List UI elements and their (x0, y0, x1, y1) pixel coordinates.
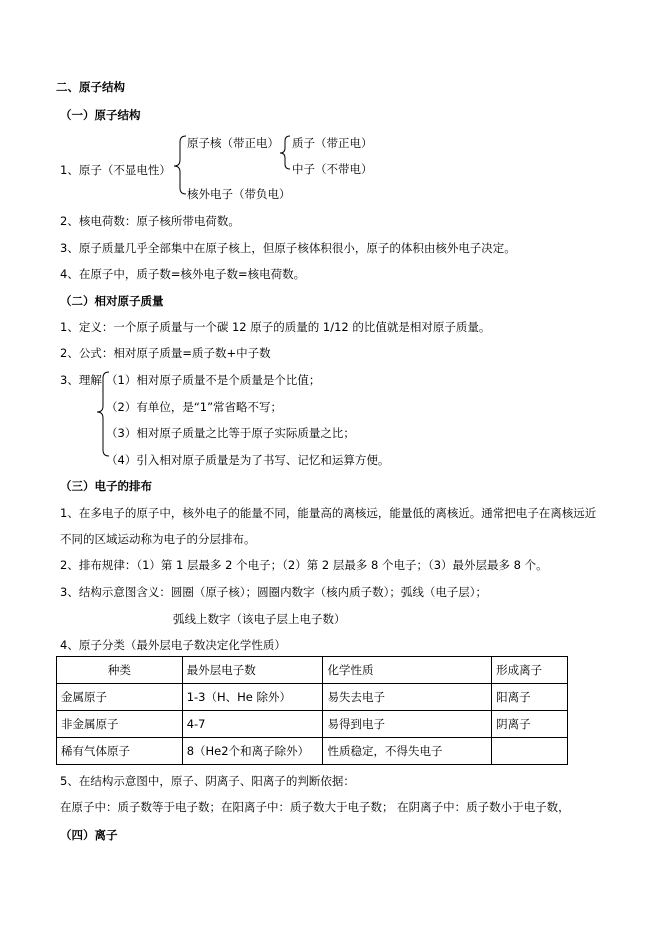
section-title: 二、原子结构 (56, 80, 125, 94)
table-header: 形成离子 (492, 657, 568, 684)
table-row (57, 684, 568, 711)
s3-item-5: 5、在结构示意图中，原子、阴离子、阳离子的判断依据： (60, 774, 355, 788)
s2-point-2: （2）有单位，是“1”常省略不写； (106, 400, 283, 414)
heading-atomic-structure: （一）原子结构 (60, 108, 141, 122)
heading-ions: （四）离子 (60, 828, 118, 842)
heading-electron-arrangement: （三）电子的排布 (60, 479, 152, 493)
table-cell: 1-3（H、He 除外） (182, 684, 323, 711)
table-cell: 8（He2个和离子除外） (182, 738, 323, 765)
heading-relative-atomic-mass: （二）相对原子质量 (60, 294, 164, 308)
table-header: 最外层电子数 (182, 657, 323, 684)
s2-point-4: （4）引入相对原子质量是为了书写、记忆和运算方便。 (106, 453, 390, 467)
s1-item-4: 4、在原子中，质子数=核外电子数=核电荷数。 (60, 267, 306, 281)
table-cell: 易失去电子 (323, 684, 492, 711)
table-cell: 性质稳定，不得失电子 (323, 738, 492, 765)
s3-item-5-detail: 在原子中：质子数等于电子数；在阳离子中：质子数大于电子数； 在阴离子中：质子数小于电子数， (60, 800, 570, 814)
s3-item-2: 2、排布规律：（1）第 1 层最多 2 个电子；（2）第 2 层最多 8 个电子；（3）最外层最多 8 个。 (60, 558, 548, 572)
electron-label: 核外电子（带负电） (187, 187, 291, 201)
table-cell: 金属原子 (57, 684, 183, 711)
atom-label: 1、原子（不显电性） (60, 163, 171, 177)
s2-point-3: （3）相对原子质量之比等于原子实际质量之比； (106, 426, 355, 440)
table-header: 种类 (57, 657, 183, 684)
table-row (57, 738, 568, 765)
table-cell: 4-7 (182, 711, 323, 738)
table-cell: 非金属原子 (57, 711, 183, 738)
s3-item-3-line-2: 弧线上数字（该电子层上电子数） (173, 612, 346, 626)
table-header: 化学性质 (323, 657, 492, 684)
s2-point-1: （1）相对原子质量不是个质量是个比值； (106, 373, 321, 387)
table-cell (492, 738, 568, 765)
table-cell: 易得到电子 (323, 711, 492, 738)
table-cell: 阳离子 (492, 684, 568, 711)
table-cell: 阴离子 (492, 711, 568, 738)
s2-item-2: 2、公式：相对原子质量=质子数+中子数 (60, 346, 271, 360)
proton-label: 质子（带正电） (292, 136, 373, 150)
s3-item-3-line-1: 3、结构示意图含义：圆圈（原子核）；圆圈内数字（核内质子数）；弧线（电子层）； (60, 585, 488, 599)
s1-item-3: 3、原子质量几乎全部集中在原子核上，但原子核体积很小，原子的体积由核外电子决定。 (60, 241, 516, 255)
nucleus-label: 原子核（带正电） (187, 136, 279, 150)
s2-item-1: 1、定义：一个原子质量与一个碳 12 原子的质量的 1/12 的比值就是相对原子质量。 (60, 320, 491, 334)
s2-item-3-label: 3、理解 (60, 373, 102, 387)
atom-classification-table (56, 656, 568, 765)
s3-item-4: 4、原子分类（最外层电子数决定化学性质） (60, 638, 286, 652)
table-cell: 稀有气体原子 (57, 738, 183, 765)
table-header-row (57, 657, 568, 684)
s3-item-1-line-1: 1、在多电子的原子中，核外电子的能量不同，能量高的离核远，能量低的离核近。通常把电子在离核远近 (60, 506, 597, 520)
s1-item-2: 2、核电荷数：原子核所带电荷数。 (60, 214, 240, 228)
s3-item-1-line-2: 不同的区域运动称为电子的分层排布。 (60, 532, 256, 546)
neutron-label: 中子（不带电） (292, 162, 373, 176)
table-row (57, 711, 568, 738)
